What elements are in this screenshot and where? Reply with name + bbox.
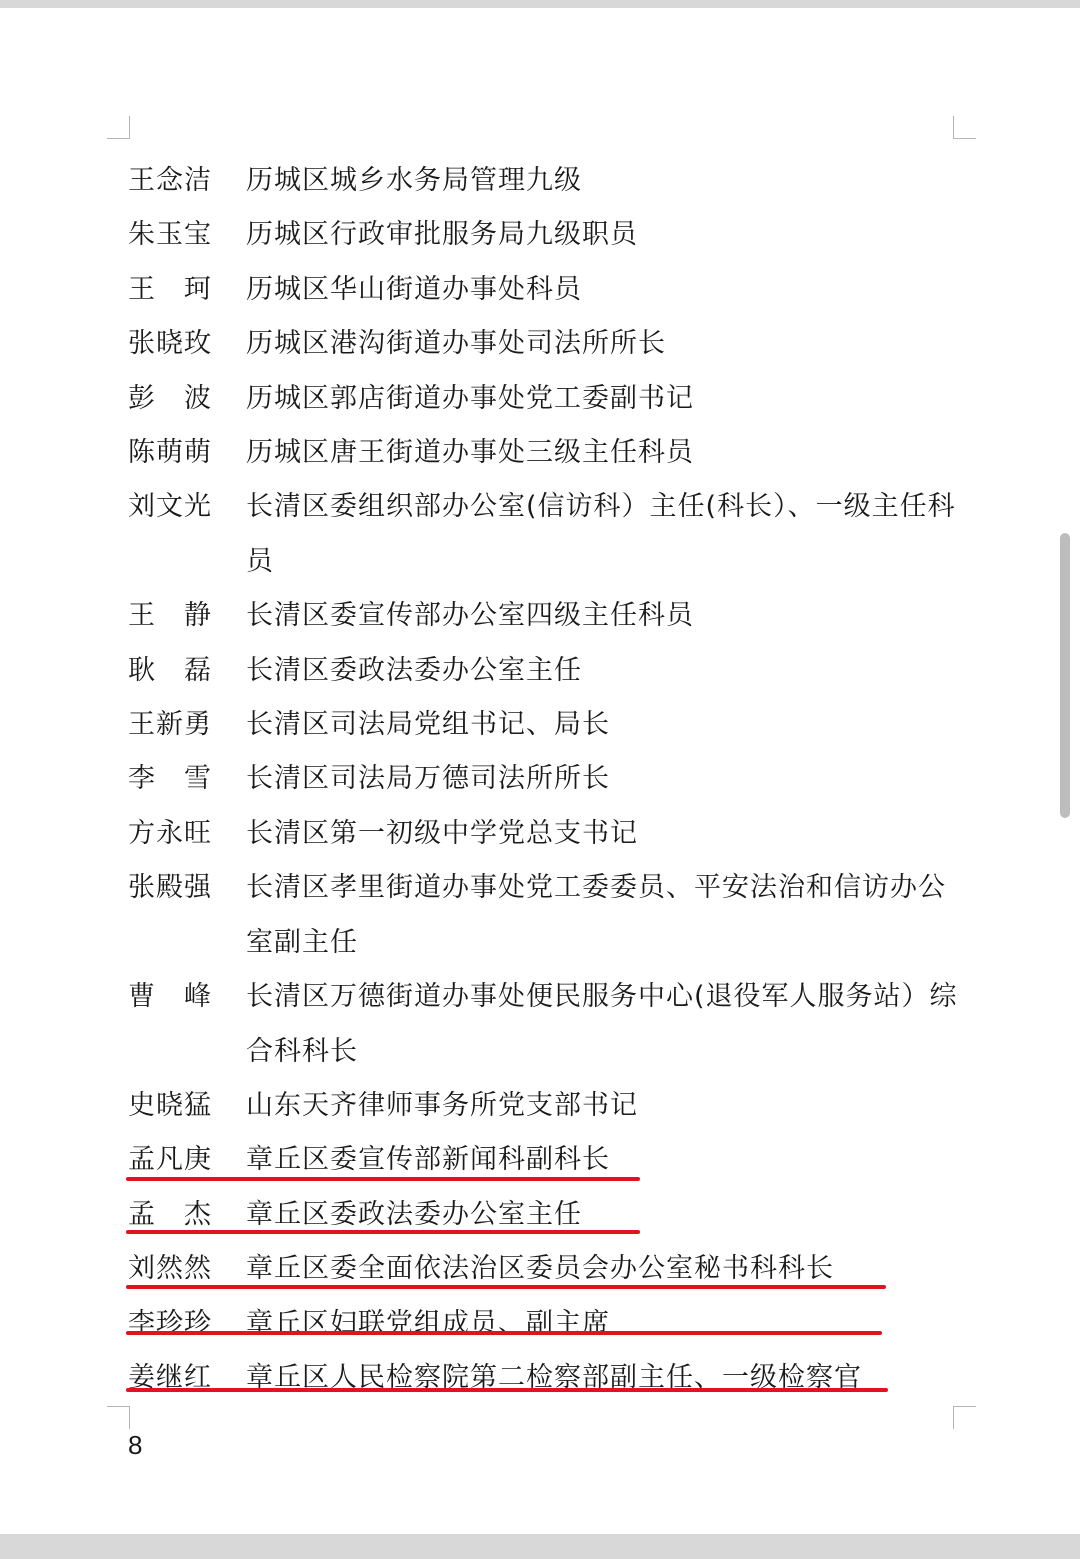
margin-corner-bottom-right [953,1406,976,1429]
person-name: 陈萌萌 [128,437,212,469]
person-name: 王 珂 [128,273,212,305]
page-number: 8 [128,1430,143,1460]
person-name: 刘文光 [128,491,212,523]
list-item [128,208,958,262]
person-title: 章丘区委全面依法治区委员会办公室秘书科科长 [246,1253,834,1285]
person-name: 王念洁 [128,165,212,196]
person-title: 长清区孝里街道办事处党工委委员、平安法治和信访办公室副主任 [246,872,946,958]
person-name: 方永旺 [128,817,212,849]
person-title: 章丘区妇联党组成员、副主席 [246,1307,610,1339]
person-title: 历城区城乡水务局管理九级 [246,165,582,196]
person-name: 孟 杰 [128,1198,212,1230]
scrollbar-thumb[interactable] [1060,533,1070,818]
name-list [128,154,958,1405]
person-title: 长清区委组织部办公室(信访科）主任(科长）、一级主任科员 [246,491,956,577]
person-title: 历城区行政审批服务局九级职员 [246,219,638,251]
person-name: 李珍珍 [128,1307,212,1339]
document-page [0,8,1080,1534]
person-name: 李 雪 [128,763,212,795]
person-name: 孟凡庚 [128,1144,212,1176]
person-title: 长清区委政法委办公室主任 [246,654,582,686]
list-item [128,317,958,371]
person-name: 张晓玫 [128,328,212,360]
person-title: 历城区唐王街道办事处三级主任科员 [246,437,694,469]
person-name: 史晓猛 [128,1089,212,1121]
list-item [128,372,958,426]
list-item [128,480,958,589]
list-item [128,1079,958,1133]
red-underline [126,1331,882,1335]
person-name: 刘然然 [128,1253,212,1285]
person-title: 长清区万德街道办事处便民服务中心(退役军人服务站）综合科科长 [246,981,958,1067]
person-name: 彭 波 [128,382,212,414]
person-title: 章丘区委政法委办公室主任 [246,1198,582,1230]
person-title: 长清区第一初级中学党总支书记 [246,817,638,849]
list-item [128,644,958,698]
list-item [128,589,958,643]
person-name: 王新勇 [128,709,212,741]
list-item [128,698,958,752]
list-item [128,1351,958,1405]
person-title: 长清区委宣传部办公室四级主任科员 [246,600,694,632]
red-underline [126,1177,640,1181]
person-name: 耿 磊 [128,654,212,686]
list-item [128,752,958,806]
margin-corner-top-right [953,116,976,139]
person-name: 张殿强 [128,872,212,904]
person-title: 山东天齐律师事务所党支部书记 [246,1089,638,1121]
person-title: 长清区司法局万德司法所所长 [246,763,610,795]
list-item [128,263,958,317]
margin-corner-bottom-left [107,1406,130,1429]
person-name: 曹 峰 [128,981,212,1013]
red-underline [126,1230,640,1234]
person-title: 历城区郭店街道办事处党工委副书记 [246,382,694,414]
list-item [128,861,958,970]
person-title: 历城区港沟街道办事处司法所所长 [246,328,666,360]
person-name: 朱玉宝 [128,219,212,251]
red-underline [126,1388,888,1392]
person-title: 章丘区人民检察院第二检察部副主任、一级检察官 [246,1361,862,1393]
list-item [128,970,958,1079]
person-title: 长清区司法局党组书记、局长 [246,709,610,741]
person-name: 姜继红 [128,1361,212,1393]
red-underline [126,1285,886,1289]
person-name: 王 静 [128,600,212,632]
list-item [128,807,958,861]
list-item [128,1297,958,1351]
person-title: 章丘区委宣传部新闻科副科长 [246,1144,610,1176]
list-item [128,426,958,480]
person-title: 历城区华山街道办事处科员 [246,273,582,305]
list-item [128,154,958,208]
margin-corner-top-left [107,116,130,139]
